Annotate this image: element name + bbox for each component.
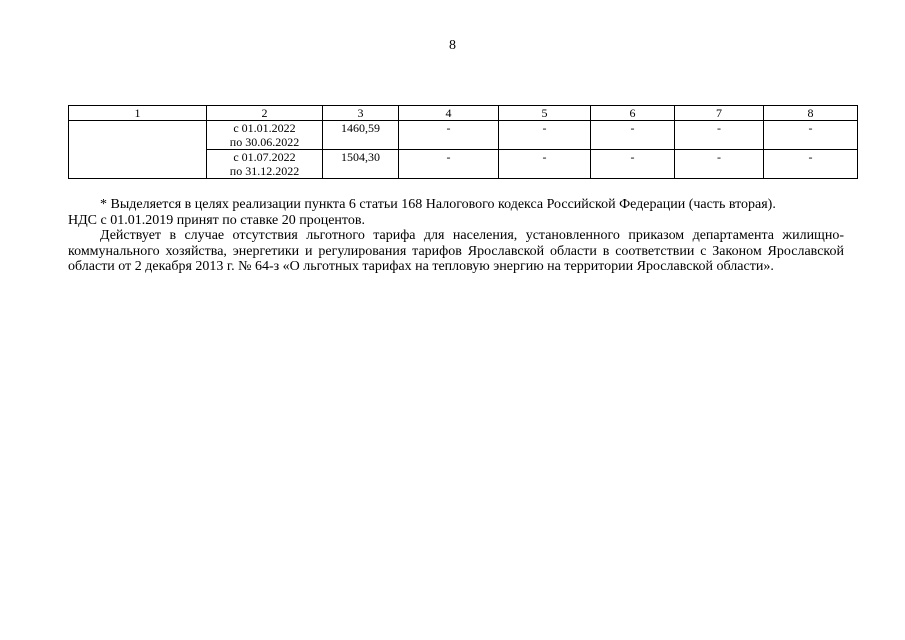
tariff-table [68,105,858,179]
period-cell [207,121,323,150]
column-header: 3 [323,106,399,121]
dash-cell: - [675,150,764,179]
period-cell [207,150,323,179]
dash-cell: - [764,150,858,179]
table-header-row [69,106,858,121]
column-header: 2 [207,106,323,121]
dash-cell: - [591,121,675,150]
column-header: 7 [675,106,764,121]
dash-cell: - [399,121,499,150]
column-header: 6 [591,106,675,121]
validity-paragraph: Действует в случае отсутствия льготного тарифа для населения, установленного приказом департамента жилищно-коммунального хозяйства, энергетики и регулирования тарифов Ярославской области в соответствии с Законом Ярославской области от 2 декабря 2013 г. № 64-з «О льготных тарифах на тепловую энергию на территории Ярославской области». [68,228,844,274]
dash-cell: - [764,121,858,150]
column-header: 8 [764,106,858,121]
notes-section [68,197,844,275]
dash-cell: - [499,150,591,179]
period-start: с 01.07.2022 [233,150,296,164]
dash-cell: - [675,121,764,150]
tariff-value: 1504,30 [323,150,399,179]
table-row [69,121,858,150]
page-number: 8 [449,38,456,53]
period-end: по 30.06.2022 [229,135,300,149]
column-header: 1 [69,106,207,121]
dash-cell: - [499,121,591,150]
empty-cell [69,121,207,179]
vat-note: НДС с 01.01.2019 принят по ставке 20 процентов. [68,212,365,228]
dash-cell: - [399,150,499,179]
dash-cell: - [591,150,675,179]
footnote: * Выделяется в целях реализации пункта 6 статьи 168 Налогового кодекса Российской Федерации (часть вторая). [100,197,776,212]
tariff-value: 1460,59 [323,121,399,150]
column-header: 4 [399,106,499,121]
period-end: по 31.12.2022 [229,164,300,178]
column-header: 5 [499,106,591,121]
period-start: с 01.01.2022 [233,121,296,135]
